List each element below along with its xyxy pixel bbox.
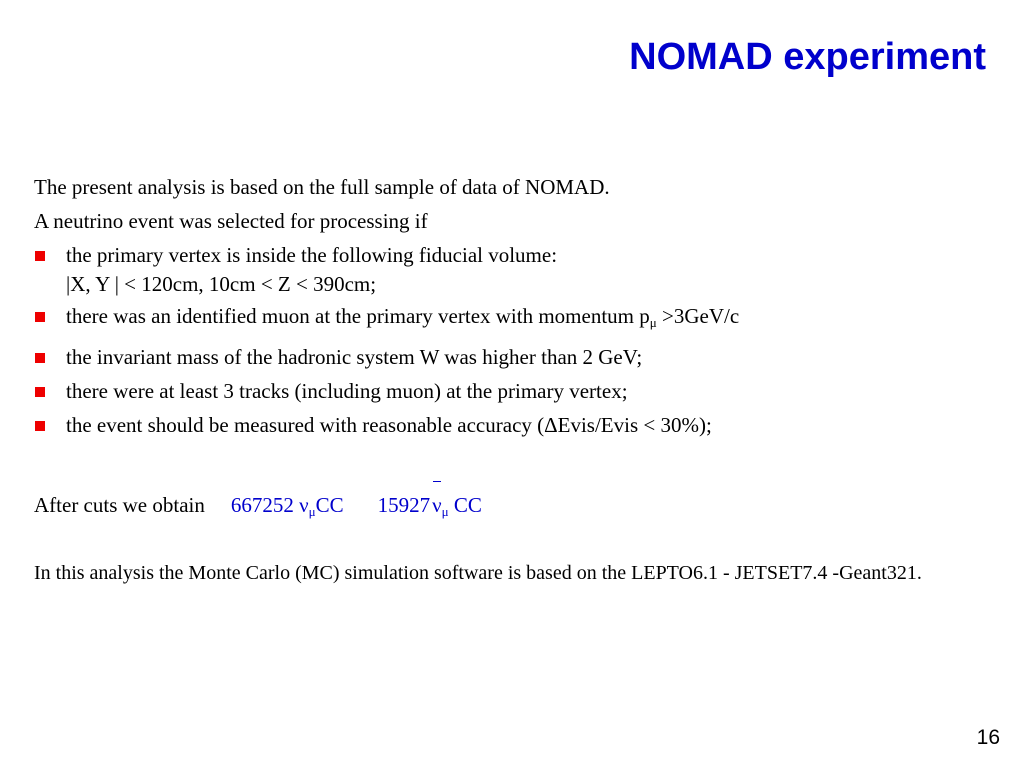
- square-bullet-icon: [35, 312, 45, 322]
- slide-body: [34, 170, 974, 588]
- subscript-mu: μ: [441, 504, 449, 519]
- intro-line: The present analysis is based on the full sample of data of NOMAD.: [34, 175, 610, 199]
- intro-line: A neutrino event was selected for processing if: [34, 209, 428, 233]
- mc-description: In this analysis the Monte Carlo (MC) simulation software is based on the LEPTO6.1 - JETSET7.4 -Geant321.: [34, 562, 922, 584]
- slide-title: NOMAD experiment: [629, 36, 986, 78]
- list-item: [34, 238, 974, 299]
- square-bullet-icon: [35, 251, 45, 261]
- list-item: [34, 374, 974, 408]
- subscript-mu: μ: [308, 504, 316, 519]
- antineutrino-count: 15927: [377, 493, 431, 517]
- bullet-text: the invariant mass of the hadronic system W was higher than 2 GeV;: [66, 345, 643, 369]
- cuts-label: After cuts we obtain: [34, 493, 205, 517]
- bullet-text: there were at least 3 tracks (including muon) at the primary vertex;: [66, 379, 628, 403]
- cuts-result: [34, 488, 974, 529]
- bullet-text: there was an identified muon at the primary vertex with momentum p: [66, 304, 650, 328]
- page-number: 16: [976, 726, 1000, 749]
- cc-label: CC: [448, 493, 482, 517]
- list-item: [34, 299, 974, 340]
- antineutrino-symbol: ν: [432, 488, 442, 522]
- square-bullet-icon: [35, 353, 45, 363]
- bullet-text: the event should be measured with reasonable accuracy (ΔEvis/Evis < 30%);: [66, 413, 712, 437]
- list-item: [34, 340, 974, 374]
- neutrino-count: 667252 ν: [230, 493, 309, 517]
- square-bullet-icon: [35, 387, 45, 397]
- list-item: [34, 408, 974, 442]
- bullet-text: the primary vertex is inside the following fiducial volume:: [66, 243, 558, 267]
- cc-label: CC: [315, 493, 344, 517]
- fiducial-volume-text: |X, Y | < 120cm, 10cm < Z < 390cm;: [66, 272, 377, 296]
- square-bullet-icon: [35, 421, 45, 431]
- subscript-mu: μ: [649, 315, 657, 330]
- criteria-list: [34, 238, 974, 442]
- bullet-text-end: >3GeV/c: [656, 304, 740, 328]
